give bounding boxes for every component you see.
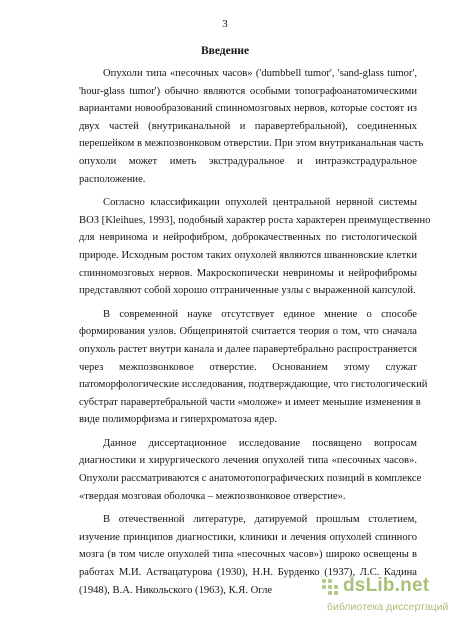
text-line: перешейком в межпозвонковом отверстии. При этом внутриканальная часть [79, 138, 424, 150]
text-line: двух частей (внутриканальной и паравертебральной), соединенных [79, 120, 417, 132]
text-line: субстрат паравертебральной части «моложе» и имеет меньшие изменения в [79, 396, 421, 408]
text-line: Опухоли рассматриваются с анатомотопографических позиций в комплексе [79, 473, 422, 485]
text-line: (1948), В.А. Никольского (1963), К.Я. Огле [79, 584, 273, 596]
watermark-subtitle: библиотека диссертаций [327, 601, 449, 613]
text-line: Данное диссертационное исследование посвящено вопросам [103, 437, 417, 449]
watermark-title: dsLib.net [343, 575, 430, 596]
text-line: 'hour-glass tumor') обычно являются особыми топографоанатомическими [79, 85, 417, 97]
text-line: представляют собой хорошо отграниченные узлы с выраженной капсулой. [79, 285, 416, 297]
text-line: Согласно классификации опухолей центральной нервной системы [103, 197, 417, 209]
text-line: виде полиморфизма и гиперхроматоза ядер. [79, 414, 278, 426]
text-line: спинномозговых нервов. Макроскопически невриномы и нейрофибромы [79, 267, 417, 279]
text-line: через межпозвонковое отверстие. Основанием этому служат [79, 361, 417, 373]
text-line: вариантами новообразований спинномозговых нервов, которые состоят из [79, 103, 417, 115]
text-line: В современной науке отсутствует единое мнение о способе [103, 308, 417, 320]
text-line: природе. Исходным ростом таких опухолей являются шванновские клетки [79, 249, 417, 261]
text-line: ВОЗ [Kleihues, 1993], подобный характер роста характерен преимущественно [79, 214, 431, 226]
body-text [79, 65, 431, 599]
text-line: опухоли может иметь экстрадуральное и интраэкстрадуральное [79, 155, 417, 167]
text-line: В отечественной литературе, датируемой прошлым столетием, [103, 514, 417, 526]
watermark[interactable] [322, 575, 450, 617]
text-line: диагностики и хирургического лечения опухолей типа «песочных часов». [79, 455, 417, 467]
text-line: работах М.И. Аствацатурова (1930), Н.Н. Бурденко (1937), Л.С. Кадина [79, 567, 417, 579]
text-line: Опухоли типа «песочных часов» ('dumbbell tumor', 'sand-glass tumor', [103, 68, 417, 79]
section-heading: Введение [200, 45, 250, 57]
text-line: опухоль растет внутри канала и далее паравертебрально распространяется [79, 343, 417, 355]
text-line: «твердая мозговая оболочка – межпозвонковое отверстие». [79, 490, 346, 502]
text-line: расположение. [79, 173, 146, 185]
text-line: патоморфологические исследования, подтверждающие, что гистологический [79, 379, 428, 391]
text-line: для невринома и нейрофибром, доброкачественных по гистологической [79, 232, 417, 244]
text-line: формирования узлов. Общепринятой считается теория о том, что сначала [79, 326, 417, 338]
dslib-logo-icon [322, 579, 338, 596]
text-line: изучение принципов диагностики, клиники и лечения опухолей спинного [79, 531, 417, 543]
page-number: 3 [222, 18, 228, 30]
text-line: мозга (в том числе опухолей типа «песочных часов») широко освещены в [79, 549, 417, 561]
